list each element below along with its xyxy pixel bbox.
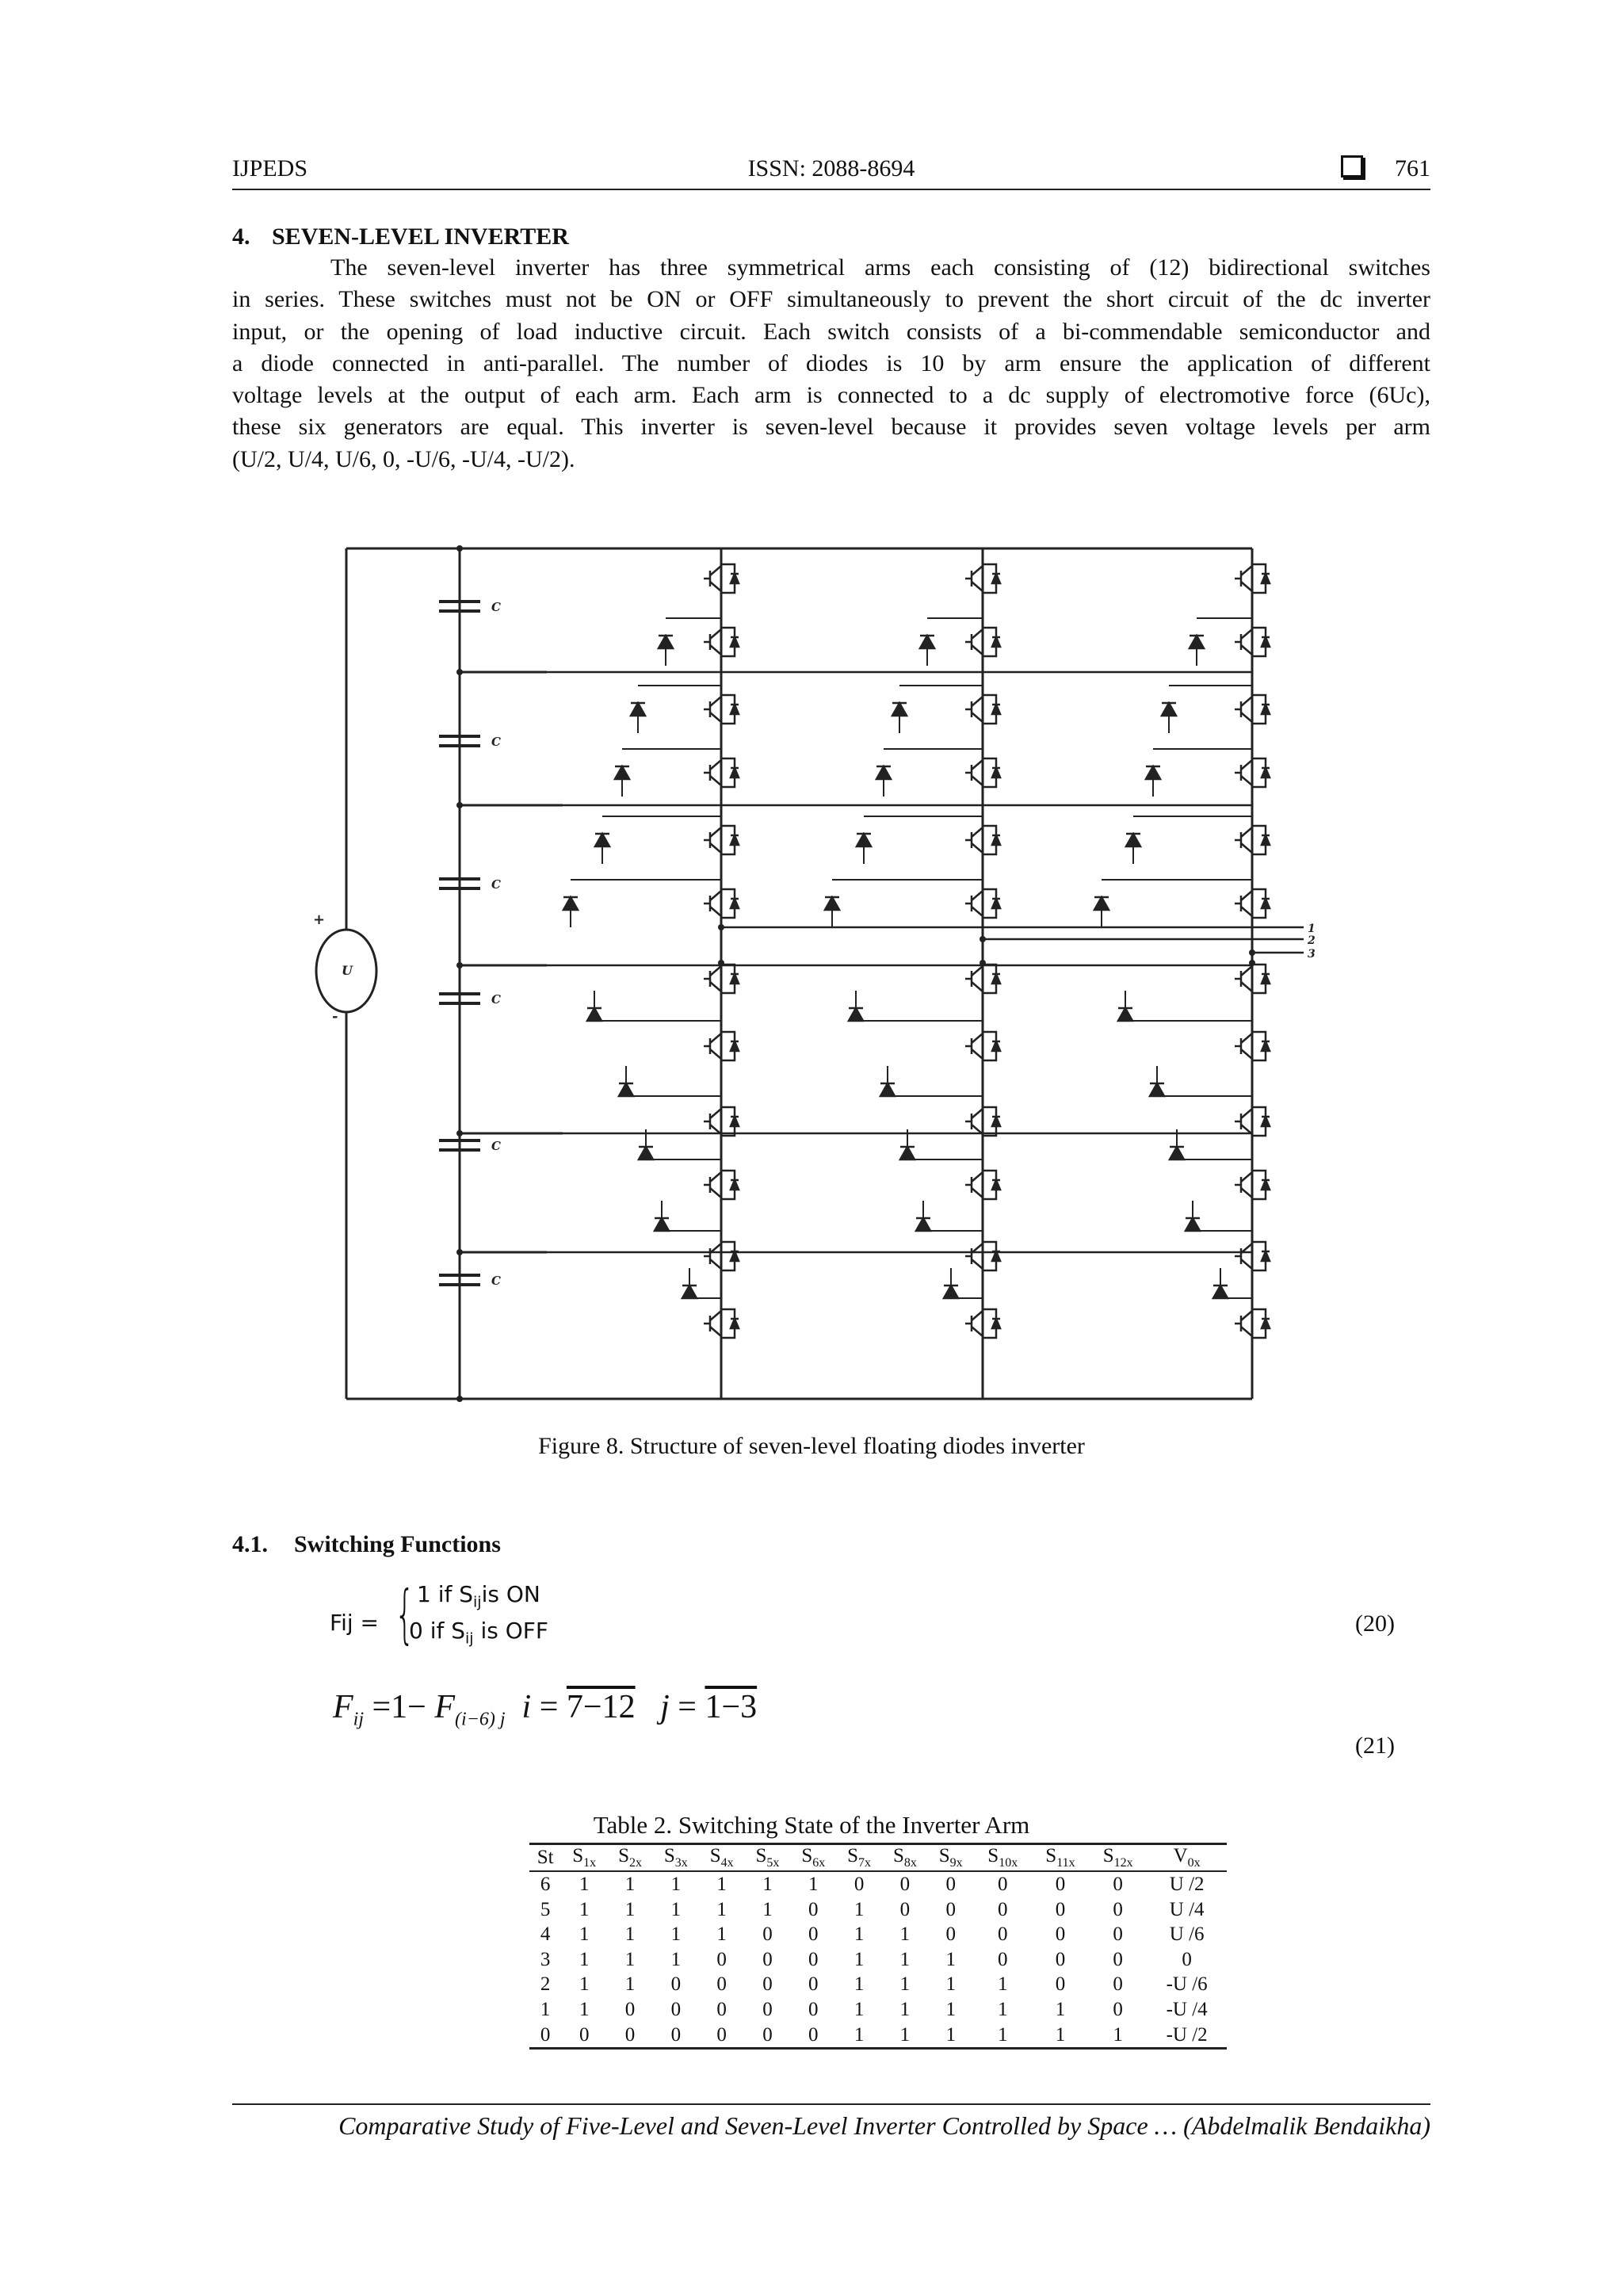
table-cell: 0: [1113, 1998, 1123, 2020]
circuit-label: C: [491, 1274, 501, 1288]
table-cell: 1: [899, 1948, 911, 1970]
page-number: 761: [1395, 155, 1430, 181]
table-cell: 0: [762, 1973, 773, 1996]
table-cell: 0: [998, 1874, 1008, 1895]
diode-symbol: [1146, 766, 1160, 779]
column-header: $S_{11x}$: [1032, 1844, 1089, 1872]
column-header: $S_{12x}$: [1089, 1844, 1147, 1872]
diode-symbol: [595, 834, 609, 846]
table-row: [529, 1922, 1227, 1947]
table-cell: 1: [1055, 1998, 1066, 2020]
node-dot: [980, 936, 986, 942]
table-cell: 0: [670, 1973, 682, 1996]
table-cell: 0: [790, 2023, 836, 2049]
column-header: $S_{9x}$: [928, 1844, 974, 1872]
footer-rule: [232, 2103, 1430, 2105]
table-cell: 1: [624, 1898, 636, 1920]
table-cell: 1: [974, 2023, 1032, 2049]
table-cell: 0: [745, 2023, 791, 2049]
node-dot: [456, 545, 463, 552]
table-cell: 1: [670, 1898, 682, 1920]
section-heading: 4. SEVEN-LEVEL INVERTER: [232, 223, 569, 250]
body-paragraph: The seven-level inverter has three symmetrical arms each consisting of (12) bidirectional switches in series. These switches must not be ON or OFF simultaneously to prevent the short circuit of the dc inverter input, or the opening of load inductive circuit. Each switch consists of a bi-commendable semiconductor and a diode connected in anti-parallel. The number of diodes is 10 by arm ensure the application of different voltage levels at the output of each arm. Each arm is connected to a dc supply of electromotive force (6Uc), these six generators are equal. This inverter is seven-level because it provides seven voltage levels per arm (U/2, U/4, U/6, 0, -U/6, -U/4, -U/2).: [232, 254, 1430, 472]
table-cell: 1: [716, 1874, 727, 1895]
table-cell: 1: [670, 1874, 682, 1895]
column-header: $S_{6x}$: [790, 1844, 836, 1872]
equation-21-number: (21): [1355, 1733, 1395, 1759]
table-row: [529, 2023, 1227, 2049]
diode-symbol: [1162, 703, 1176, 716]
table-cell: 0: [808, 1998, 819, 2020]
table-cell: 1: [882, 2023, 928, 2049]
header-rule: [232, 189, 1430, 190]
table-cell: 0: [1113, 1874, 1123, 1895]
column-header: $S_{4x}$: [699, 1844, 745, 1872]
node-dot: [456, 962, 463, 968]
table-cell: 1: [836, 2023, 882, 2049]
table-cell: 0: [998, 1898, 1008, 1920]
node-dot: [1249, 949, 1255, 956]
table-cell: 1: [1032, 2023, 1089, 2049]
column-header: $S_{7x}$: [836, 1844, 882, 1872]
table-cell: 1: [579, 1874, 590, 1895]
curly-brace: {: [395, 1577, 415, 1651]
table-cell: 0: [1113, 1898, 1123, 1920]
node-dot: [456, 669, 463, 675]
table-cell: 5: [540, 1898, 551, 1920]
diode-symbol: [587, 1008, 601, 1021]
table-cell: U /2: [1169, 1874, 1205, 1895]
node-dot: [718, 960, 724, 966]
diode-symbol: [900, 1147, 915, 1159]
switching-state-table: [529, 1843, 1227, 2050]
table-cell: 0: [653, 2023, 699, 2049]
table-cell: 0: [762, 1998, 773, 2020]
diode-symbol: [563, 897, 578, 910]
diode-symbol: [1094, 897, 1109, 910]
circuit-label: C: [491, 877, 501, 892]
table-cell: 1: [854, 1924, 865, 1946]
table-cell: 0: [1113, 1924, 1123, 1946]
diode-symbol: [1186, 1218, 1200, 1231]
footer-citation: Comparative Study of Five-Level and Seven-Level Inverter Controlled by Space … (Abdelmalik Bendaikha): [338, 2111, 1430, 2140]
diode-symbol: [1150, 1083, 1164, 1096]
figure-caption: Figure 8. Structure of seven-level floating diodes inverter: [538, 1433, 1085, 1459]
table-cell: 1: [854, 1948, 865, 1970]
diode-symbol: [659, 636, 673, 648]
table-cell: -U /4: [1166, 1998, 1208, 2020]
circuit-label: -: [332, 1008, 338, 1025]
table-cell: 0: [716, 1973, 727, 1996]
checkbox-icon: [1341, 155, 1363, 178]
column-header: $S_{5x}$: [745, 1844, 791, 1872]
equation-21: $F_{ij} =1- F_{(i-6) j}$ i = 7−12 j = 1−3: [333, 1689, 758, 1730]
node-dot: [980, 960, 986, 966]
table-cell: 0: [808, 1948, 819, 1970]
table-cell: -U /6: [1166, 1973, 1208, 1996]
table-cell: 0: [854, 1874, 865, 1895]
table-cell: 0: [529, 2023, 561, 2049]
diode-symbol: [857, 834, 871, 846]
table-row: [529, 1947, 1227, 1973]
table-cell: 0: [699, 2023, 745, 2049]
table-header-row: [529, 1844, 1227, 1872]
column-header: $S_{2x}$: [607, 1844, 653, 1872]
table-cell: 0: [762, 1924, 773, 1946]
table-cell: 0: [624, 1998, 636, 2020]
table-cell: 1: [854, 1898, 865, 1920]
table-cell: U /6: [1169, 1924, 1205, 1946]
diode-symbol: [639, 1147, 653, 1159]
table-cell: 1: [808, 1874, 819, 1895]
running-header: [232, 155, 1430, 187]
table-cell: 1: [624, 1948, 636, 1970]
table-cell: U /4: [1169, 1898, 1205, 1920]
issn: ISSN: 2088-8694: [747, 155, 915, 181]
circuit-label: U: [342, 963, 353, 978]
diode-symbol: [916, 1218, 930, 1231]
node-dot: [456, 1249, 463, 1255]
table-cell: 0: [1055, 1948, 1066, 1970]
table-row: [529, 1871, 1227, 1897]
table-cell: 1: [624, 1973, 636, 1996]
column-header: $S_{1x}$: [561, 1844, 607, 1872]
diode-symbol: [920, 636, 934, 648]
table-cell: 0: [1055, 1898, 1066, 1920]
table-cell: 1: [899, 1924, 911, 1946]
table-row: [529, 1997, 1227, 2023]
table-cell: 2: [540, 1973, 551, 1996]
table-cell: 0: [945, 1898, 956, 1920]
table-cell: 1: [1089, 2023, 1147, 2049]
table-cell: 0: [1182, 1948, 1192, 1970]
table-cell: 1: [624, 1874, 636, 1895]
diode-symbol: [876, 766, 891, 779]
diode-symbol: [655, 1218, 669, 1231]
circuit-label: 2: [1308, 934, 1316, 947]
diode-symbol: [1126, 834, 1140, 846]
table-cell: 0: [899, 1898, 911, 1920]
table-cell: 1: [716, 1898, 727, 1920]
subsection-heading: 4.1. Switching Functions: [232, 1531, 501, 1557]
table-cell: 1: [762, 1898, 773, 1920]
diode-symbol: [1190, 636, 1204, 648]
table-cell: 0: [1055, 1874, 1066, 1895]
diode-symbol: [1213, 1286, 1228, 1298]
column-header: $S_{10x}$: [974, 1844, 1032, 1872]
table-cell: 0: [945, 1874, 956, 1895]
table-cell: 6: [540, 1874, 551, 1895]
table-cell: 1: [624, 1924, 636, 1946]
circuit-label: 1: [1308, 923, 1316, 935]
table-cell: 0: [808, 1924, 819, 1946]
circuit-label: C: [491, 600, 501, 614]
table-cell: 1: [716, 1924, 727, 1946]
circuit-label: 3: [1308, 948, 1316, 961]
table-cell: 1: [579, 1973, 590, 1996]
diode-symbol: [892, 703, 907, 716]
column-header: $S_{3x}$: [653, 1844, 699, 1872]
table-cell: 1: [670, 1948, 682, 1970]
node-dot: [718, 924, 724, 930]
table-cell: 0: [607, 2023, 653, 2049]
table-cell: 3: [540, 1948, 551, 1970]
circuit-label: C: [491, 735, 501, 749]
table-cell: 0: [670, 1998, 682, 2020]
node-dot: [456, 1130, 463, 1137]
diode-symbol: [631, 703, 645, 716]
table-cell: 1: [945, 1973, 956, 1996]
diode-symbol: [849, 1008, 863, 1021]
table-cell: 1: [928, 2023, 974, 2049]
table-cell: 0: [808, 1898, 819, 1920]
table-row: [529, 1897, 1227, 1923]
table-cell: 1: [762, 1874, 773, 1895]
table-cell: 1: [945, 1948, 956, 1970]
table-cell: 1: [945, 1998, 956, 2020]
node-dot: [456, 1396, 463, 1402]
circuit-label: C: [491, 1139, 501, 1153]
table-cell: 0: [716, 1998, 727, 2020]
table-cell: 1: [998, 1998, 1008, 2020]
table-cell: 4: [540, 1924, 551, 1946]
table-cell: 1: [899, 1973, 911, 1996]
table-cell: 0: [998, 1948, 1008, 1970]
table-cell: 0: [945, 1924, 956, 1946]
diode-symbol: [682, 1286, 697, 1298]
diode-symbol: [1118, 1008, 1132, 1021]
table-cell: 0: [716, 1948, 727, 1970]
column-header: St: [529, 1844, 561, 1872]
diode-symbol: [825, 897, 839, 910]
table-cell: 0: [1055, 1924, 1066, 1946]
table-cell: -U /2: [1147, 2023, 1227, 2049]
diode-symbol: [619, 1083, 633, 1096]
table-cell: 0: [1055, 1973, 1066, 1996]
table-cell: 0: [808, 1973, 819, 1996]
table-cell: 0: [762, 1948, 773, 1970]
diode-symbol: [944, 1286, 958, 1298]
table-cell: 1: [540, 1998, 551, 2020]
diode-symbol: [615, 766, 629, 779]
table-cell: 1: [579, 1898, 590, 1920]
column-header: $V_{0x}$: [1147, 1844, 1227, 1872]
node-dot: [1249, 960, 1255, 966]
circuit-label: C: [491, 992, 501, 1007]
table-cell: 1: [579, 1948, 590, 1970]
table-cell: 1: [854, 1973, 865, 1996]
table-cell: 0: [998, 1924, 1008, 1946]
column-header: $S_{8x}$: [882, 1844, 928, 1872]
diode-symbol: [880, 1083, 895, 1096]
table-cell: 1: [670, 1924, 682, 1946]
node-dot: [456, 802, 463, 808]
table-cell: 0: [1113, 1948, 1123, 1970]
diode-symbol: [1170, 1147, 1184, 1159]
table-caption: Table 2. Switching State of the Inverter Arm: [593, 1811, 1030, 1839]
table-cell: 0: [899, 1874, 911, 1895]
journal-name: IJPEDS: [232, 155, 308, 181]
equation-20-number: (20): [1355, 1610, 1395, 1637]
table-cell: 1: [998, 1973, 1008, 1996]
table-row: [529, 1972, 1227, 1997]
inverter-circuit-diagram: [301, 531, 1363, 1411]
table-cell: 0: [561, 2023, 607, 2049]
table-cell: 1: [579, 1998, 590, 2020]
table-cell: 1: [899, 1998, 911, 2020]
circuit-label: +: [313, 911, 326, 928]
table-cell: 0: [1113, 1973, 1123, 1996]
table-cell: 1: [579, 1924, 590, 1946]
table-cell: 1: [854, 1998, 865, 2020]
